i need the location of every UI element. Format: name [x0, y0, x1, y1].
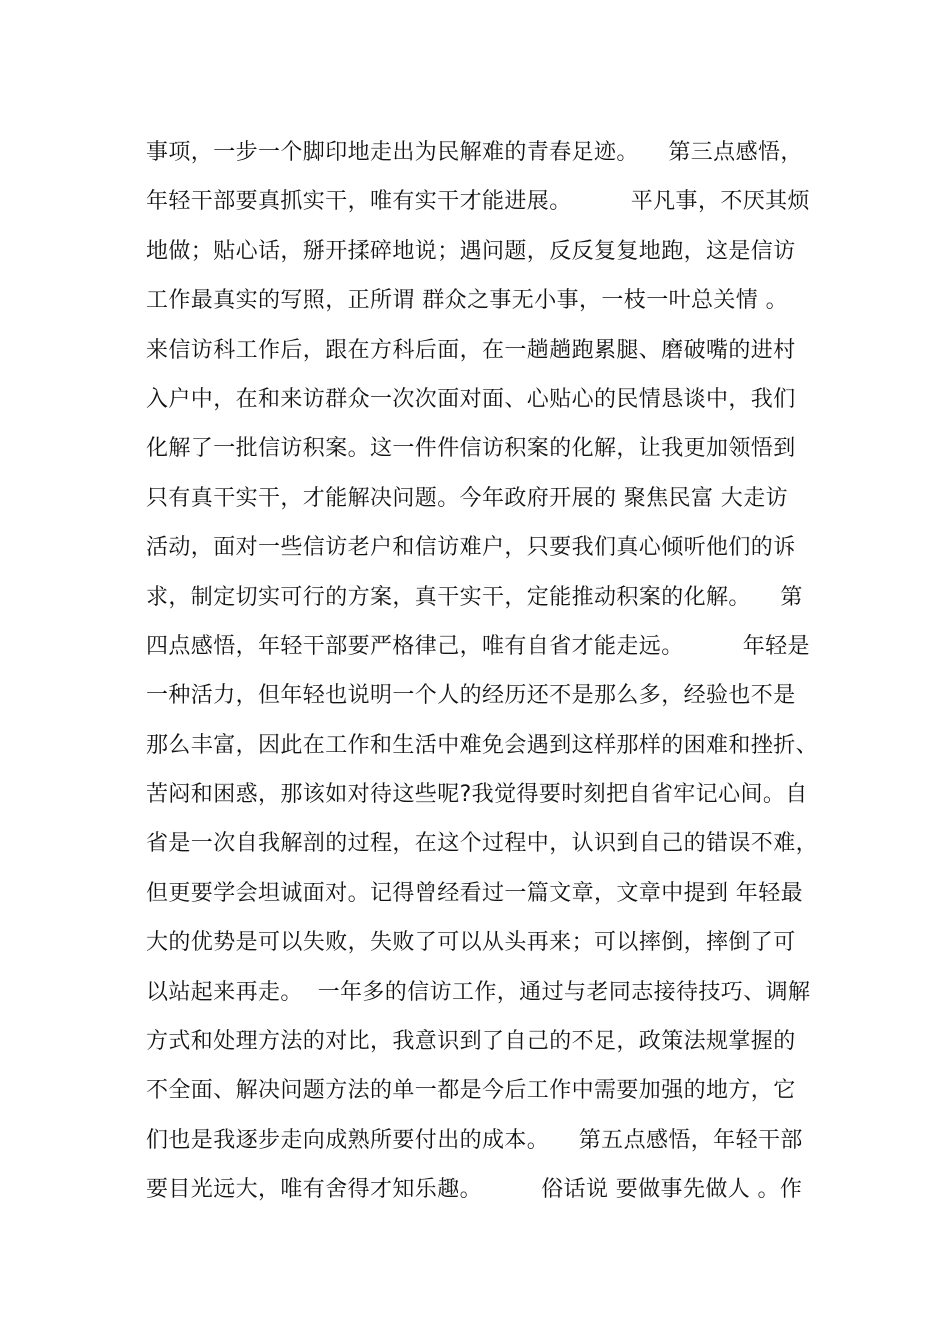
text-line: 省是一次自我解剖的过程，在这个过程中，认识到自己的错误不难，	[146, 831, 819, 857]
text-line: 方式和处理方法的对比，我意识到了自己的不足，政策法规掌握的	[146, 1029, 796, 1055]
text-line: 四点感悟，年轻干部要严格律己，唯有自省才能走远。 年轻是	[146, 633, 810, 659]
text-line: 工作最真实的写照，正所谓 群众之事无小事，一枝一叶总关情 。	[146, 288, 788, 314]
text-line: 那么丰富，因此在工作和生活中难免会遇到这样那样的困难和挫折、	[146, 732, 819, 758]
text-line: 一种活力，但年轻也说明一个人的经历还不是那么多，经验也不是	[146, 683, 796, 709]
text-line: 来信访科工作后，跟在方科后面，在一趟趟跑累腿、磨破嘴的进村	[146, 337, 796, 363]
text-line: 们也是我逐步走向成熟所要付出的成本。 第五点感悟，年轻干部	[146, 1127, 803, 1153]
text-line: 年轻干部要真抓实干，唯有实干才能进展。 平凡事，不厌其烦	[146, 189, 810, 215]
text-line: 求，制定切实可行的方案，真干实干，定能推动积案的化解。 第	[146, 584, 803, 610]
text-line: 事项，一步一个脚印地走出为民解难的青春足迹。 第三点感悟，	[146, 140, 803, 165]
text-line: 但更要学会坦诚面对。记得曾经看过一篇文章，文章中提到 年轻最	[146, 880, 803, 906]
text-line: 要目光远大，唯有舍得才知乐趣。 俗话说 要做事先做人 。作	[146, 1177, 803, 1203]
text-line: 化解了一批信访积案。这一件件信访积案的化解，让我更加领悟到	[146, 436, 796, 462]
text-line: 以站起来再走。 一年多的信访工作，通过与老同志接待技巧、调解	[146, 979, 811, 1005]
text-line: 地做；贴心话，掰开揉碎地说；遇问题，反反复复地跑，这是信访	[146, 238, 796, 264]
text-line: 不全面、解决问题方法的单一都是今后工作中需要加强的地方，它	[146, 1078, 796, 1104]
text-line: 大的优势是可以失败，失败了可以从头再来；可以摔倒，摔倒了可	[146, 930, 796, 956]
text-line: 只有真干实干，才能解决问题。今年政府开展的 聚焦民富 大走访	[146, 485, 788, 511]
text-line: 活动，面对一些信访老户和信访难户，只要我们真心倾听他们的诉	[146, 535, 796, 561]
text-line: 入户中，在和来访群众一次次面对面、心贴心的民情恳谈中，我们	[146, 386, 796, 412]
text-line: 苦闷和困惑，那该如对待这些呢?我觉得要时刻把自省牢记心间。自	[146, 782, 808, 808]
body-text	[146, 128, 826, 1215]
